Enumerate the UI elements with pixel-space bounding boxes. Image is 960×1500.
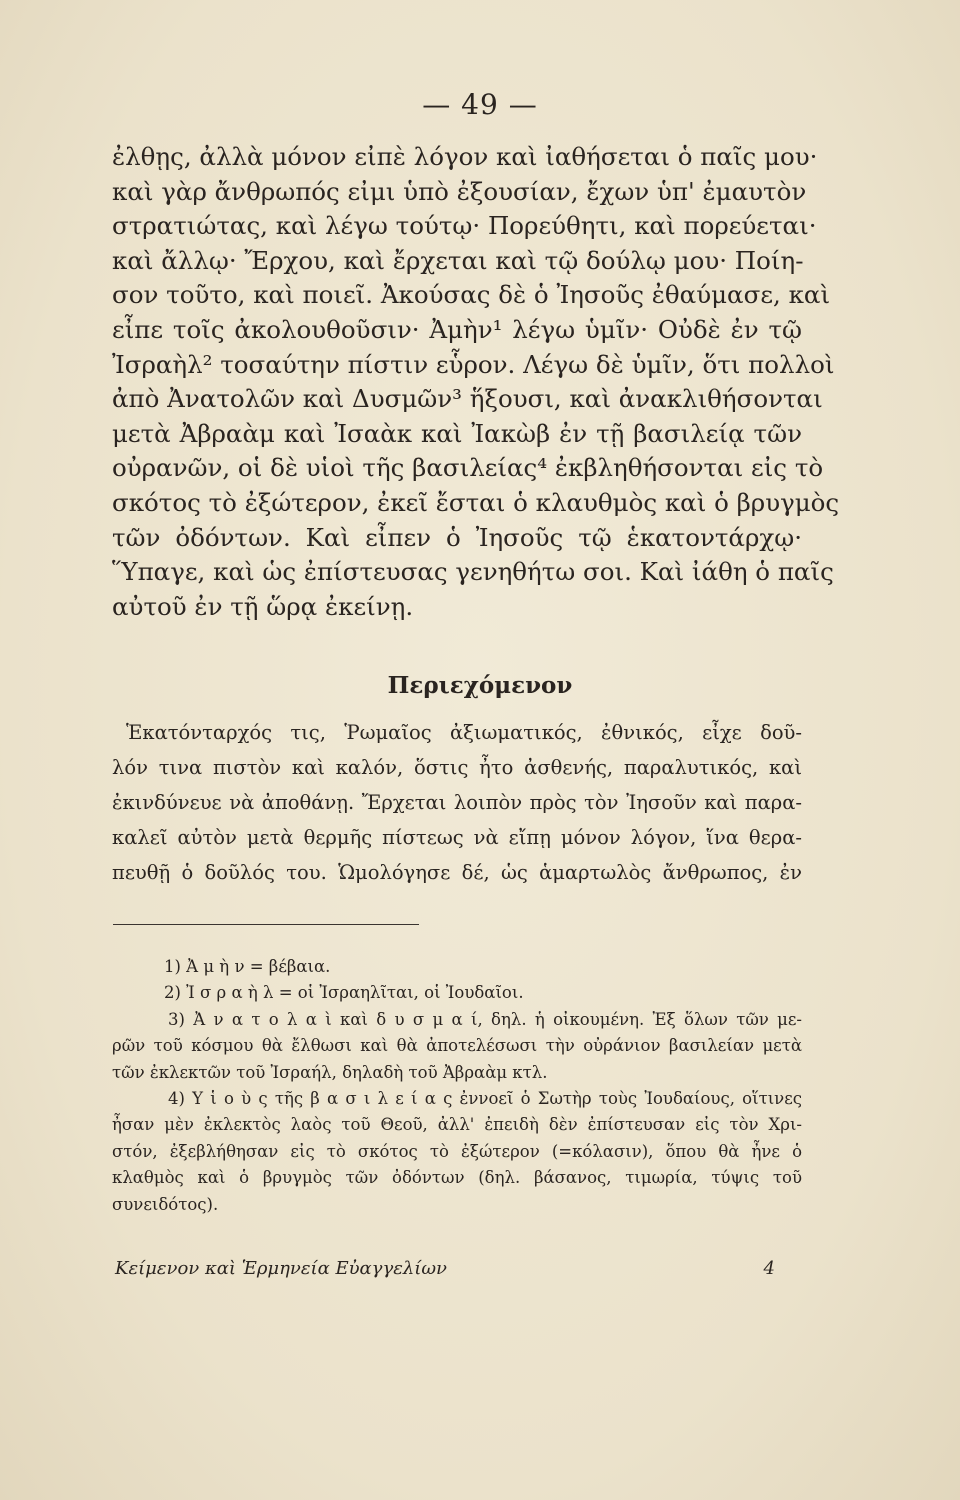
summary-text (112, 715, 802, 890)
summary-line: πευθῇ ὁ δοῦλός του. Ὡμολόγησε δέ, ὡς ἁμαρτωλὸς ἄνθρωπος, ἐν (112, 861, 802, 884)
footnote-3-cont: ρῶν τοῦ κόσμου θὰ ἔλθωσι καὶ θὰ ἀποτελέσωσι τὴν οὐράνιον βασιλείαν μετὰ (112, 1036, 802, 1056)
summary-line: Ἑκατόνταρχός τις, Ῥωμαῖος ἀξιωματικός, ἐθνικός, εἶχε δοῦ- (126, 721, 802, 744)
footnote-4: 4) Υ ἱ ο ὺ ς τῆς β α σ ι λ ε ί α ς ἐννοεῖ ὁ Σωτὴρ τοὺς Ἰουδαίους, οἵτινες (168, 1089, 802, 1109)
text-line: μετὰ Ἀβραὰμ καὶ Ἰσαὰκ καὶ Ἰακὼβ ἐν τῇ βασιλείᾳ τῶν (112, 418, 802, 448)
footnote-3: 3) Ἀ ν α τ ο λ α ὶ καὶ δ υ σ μ α ί, δηλ. ἡ οἰκουμένη. Ἐξ ὅλων τῶν με- (168, 1009, 802, 1029)
text-line: στρατιώτας, καὶ λέγω τούτῳ· Πορεύθητι, καὶ πορεύεται· (112, 211, 817, 241)
footnotes (112, 954, 802, 1218)
text-line: Ὕπαγε, καὶ ὡς ἐπίστευσας γενηθήτω σοι. Καὶ ἰάθη ὁ παῖς (112, 557, 834, 587)
text-line: σον τοῦτο, καὶ ποιεῖ. Ἀκούσας δὲ ὁ Ἰησοῦς ἐθαύμασε, καὶ (112, 280, 831, 310)
footer-title: Κείμενον καὶ Ἑρμηνεία Εὐαγγελίων (115, 1258, 447, 1279)
text-line: ἀπὸ Ἀνατολῶν καὶ Δυσμῶν³ ἥξουσι, καὶ ἀνακλιθήσονται (112, 384, 823, 414)
footnote-4-cont: συνειδότος). (112, 1194, 219, 1214)
footnote-4-cont: ἦσαν μὲν ἐκλεκτὸς λαὸς τοῦ Θεοῦ, ἀλλ' ἐπειδὴ δὲν ἐπίστευσαν εἰς τὸν Χρι- (112, 1115, 802, 1135)
footnote-3-cont: τῶν ἐκλεκτῶν τοῦ Ἰσραήλ, δηλαδὴ τοῦ Ἀβραὰμ κτλ. (112, 1062, 548, 1082)
text-line: ἐλθῃς, ἀλλὰ μόνον εἰπὲ λόγον καὶ ἰαθήσεται ὁ παῖς μου· (112, 142, 818, 171)
text-line: σκότος τὸ ἐξώτερον, ἐκεῖ ἔσται ὁ κλαυθμὸς καὶ ὁ βρυγμὸς (112, 487, 840, 517)
signature-mark: 4 (763, 1258, 775, 1279)
text-line: καὶ ἄλλῳ· Ἔρχου, καὶ ἔρχεται καὶ τῷ δούλῳ μου· Ποίη- (112, 245, 804, 275)
summary-line: καλεῖ αὐτὸν μετὰ θερμῆς πίστεως νὰ εἴπῃ μόνον λόγον, ἵνα θερα- (112, 826, 802, 849)
main-text (112, 140, 840, 624)
text-line: τῶν ὀδόντων. Καὶ εἶπεν ὁ Ἰησοῦς τῷ ἑκατοντάρχῳ· (112, 522, 802, 552)
summary-line: λόν τινα πιστὸν καὶ καλόν, ὅστις ἦτο ἀσθενής, παραλυτικός, καὶ (112, 756, 802, 779)
page-number: — 49 — (422, 88, 538, 121)
footnote-2: 2) Ἰ σ ρ α ὴ λ = οἱ Ἰσραηλῖται, οἱ Ἰουδαῖοι. (164, 983, 524, 1003)
text-line: οὐρανῶν, οἱ δὲ υἱοὶ τῆς βασιλείας⁴ ἐκβληθήσονται εἰς τὸ (112, 453, 824, 483)
footnote-4-cont: κλαθμὸς καὶ ὁ βρυγμὸς τῶν ὀδόντων (δηλ. βάσανος, τιμωρία, τύψις τοῦ (112, 1168, 802, 1188)
text-line: καὶ γὰρ ἄνθρωπός εἰμι ὑπὸ ἐξουσίαν, ἔχων ὑπ' ἐμαυτὸν (112, 176, 807, 206)
section-heading: Περιεχόμενον (387, 672, 573, 699)
summary-line: ἐκινδύνευε νὰ ἀποθάνῃ. Ἔρχεται λοιπὸν πρὸς τὸν Ἰησοῦν καὶ παρα- (112, 791, 802, 814)
text-line: αὐτοῦ ἐν τῇ ὥρᾳ ἐκείνῃ. (112, 591, 414, 621)
text-line: εἶπε τοῖς ἀκολουθοῦσιν· Ἀμὴν¹ λέγω ὑμῖν· Οὐδὲ ἐν τῷ (112, 314, 802, 344)
footnote-4-cont: στόν, ἐξεβλήθησαν εἰς τὸ σκότος τὸ ἐξώτερον (=κόλασιν), ὅπου θὰ ἦνε ὁ (112, 1141, 802, 1161)
footnote-1: 1) Ἀ μ ὴ ν = βέβαια. (164, 957, 331, 976)
footnote-divider (113, 924, 419, 925)
text-line: Ἰσραὴλ² τοσαύτην πίστιν εὗρον. Λέγω δὲ ὑμῖν, ὅτι πολλοὶ (112, 349, 835, 379)
